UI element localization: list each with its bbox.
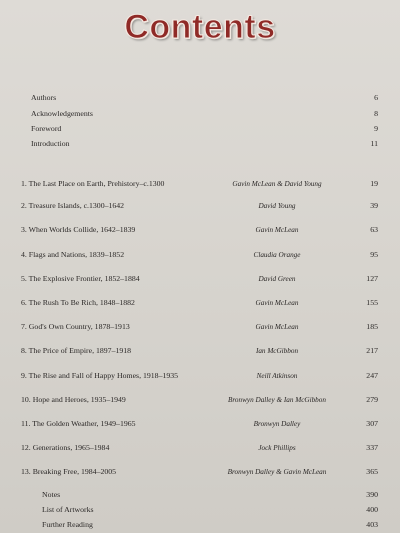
toc-entry-chapter xyxy=(0,296,400,310)
chapter-author: David Green xyxy=(258,275,296,283)
chapter-title: 10. Hope and Heroes, 1935–1949 xyxy=(21,395,126,404)
chapter-page: 39 xyxy=(370,201,378,210)
toc-entry-chapter xyxy=(0,441,400,455)
chapter-title: 9. The Rise and Fall of Happy Homes, 1918–1935 xyxy=(21,371,179,380)
toc-entry-back xyxy=(0,488,400,502)
chapter-title: 7. God's Own Country, 1878–1913 xyxy=(21,322,130,331)
toc-entry-page: 403 xyxy=(366,520,378,529)
chapter-title: 11. The Golden Weather, 1949–1965 xyxy=(21,419,136,428)
chapter-page: 95 xyxy=(370,250,378,259)
page-title: Contents xyxy=(124,8,276,46)
toc-entry-front xyxy=(0,122,400,136)
toc-entry-chapter xyxy=(0,272,400,286)
toc-entry-page: 8 xyxy=(374,109,378,118)
toc-entry-chapter xyxy=(0,465,400,479)
toc-entry-label: Acknowledgements xyxy=(31,109,93,118)
chapter-author: Gavin McLean xyxy=(255,299,299,307)
chapter-page: 19 xyxy=(370,179,378,188)
chapter-author: Jock Phillips xyxy=(258,444,296,452)
toc-entry-page: 11 xyxy=(370,139,378,148)
toc-entry-front xyxy=(0,137,400,151)
chapter-title: 1. The Last Place on Earth, Prehistory–c.1300 xyxy=(21,179,165,188)
toc-entry-page: 6 xyxy=(374,93,378,102)
toc-entry-label: Foreword xyxy=(31,124,62,133)
chapter-page: 307 xyxy=(366,419,378,428)
chapter-page: 155 xyxy=(366,298,378,307)
chapter-author: Gavin McLean xyxy=(255,323,299,331)
toc-entry-chapter xyxy=(0,223,400,237)
chapter-author: Bronwyn Dalley & Gavin McLean xyxy=(227,468,327,476)
chapter-page: 63 xyxy=(370,225,378,234)
chapter-title: 6. The Rush To Be Rich, 1848–1882 xyxy=(21,298,135,307)
chapter-author: Claudia Orange xyxy=(253,251,301,259)
toc-entry-label: Introduction xyxy=(31,139,70,148)
chapter-author: Gavin McLean xyxy=(255,226,299,234)
toc-entry-chapter xyxy=(0,417,400,431)
chapter-page: 185 xyxy=(366,322,378,331)
chapter-title: 13. Breaking Free, 1984–2005 xyxy=(21,467,117,476)
chapter-page: 365 xyxy=(366,467,378,476)
toc-entry-label: Further Reading xyxy=(42,520,93,529)
chapter-page: 247 xyxy=(366,371,378,380)
toc-entry-front xyxy=(0,91,400,105)
toc-entry-page: 400 xyxy=(366,505,378,514)
chapter-author: Bronwyn Dalley xyxy=(253,420,301,428)
chapter-title: 12. Generations, 1965–1984 xyxy=(21,443,110,452)
toc-entry-front xyxy=(0,107,400,121)
toc-entry-page: 390 xyxy=(366,490,378,499)
chapter-author: Bronwyn Dalley & Ian McGibbon xyxy=(228,396,326,404)
toc-entry-label: List of Artworks xyxy=(42,505,94,514)
toc-entry-back xyxy=(0,518,400,532)
toc-entry-page: 9 xyxy=(374,124,378,133)
chapter-title: 4. Flags and Nations, 1839–1852 xyxy=(21,250,125,259)
toc-entry-chapter xyxy=(0,248,400,262)
chapter-title: 3. When Worlds Collide, 1642–1839 xyxy=(21,225,136,234)
chapter-author: David Young xyxy=(258,202,296,210)
chapter-title: 2. Treasure Islands, c.1300–1642 xyxy=(21,201,125,210)
toc-entry-label: Notes xyxy=(42,490,61,499)
chapter-title: 8. The Price of Empire, 1897–1918 xyxy=(21,346,132,355)
chapter-title: 5. The Explosive Frontier, 1852–1884 xyxy=(21,274,140,283)
toc-entry-label: Authors xyxy=(31,93,57,102)
chapter-page: 279 xyxy=(366,395,378,404)
toc-entry-chapter xyxy=(0,199,400,213)
toc-entry-chapter xyxy=(0,320,400,334)
toc-entry-chapter xyxy=(0,177,400,191)
chapter-author: Neill Atkinson xyxy=(256,372,298,380)
toc-entry-chapter xyxy=(0,369,400,383)
chapter-author: Gavin McLean & David Young xyxy=(232,180,322,188)
toc-entry-chapter xyxy=(0,393,400,407)
chapter-page: 217 xyxy=(366,346,378,355)
chapter-page: 337 xyxy=(366,443,378,452)
chapter-page: 127 xyxy=(366,274,378,283)
toc-entry-chapter xyxy=(0,344,400,358)
chapter-author: Ian McGibbon xyxy=(255,347,299,355)
toc-entry-back xyxy=(0,503,400,517)
